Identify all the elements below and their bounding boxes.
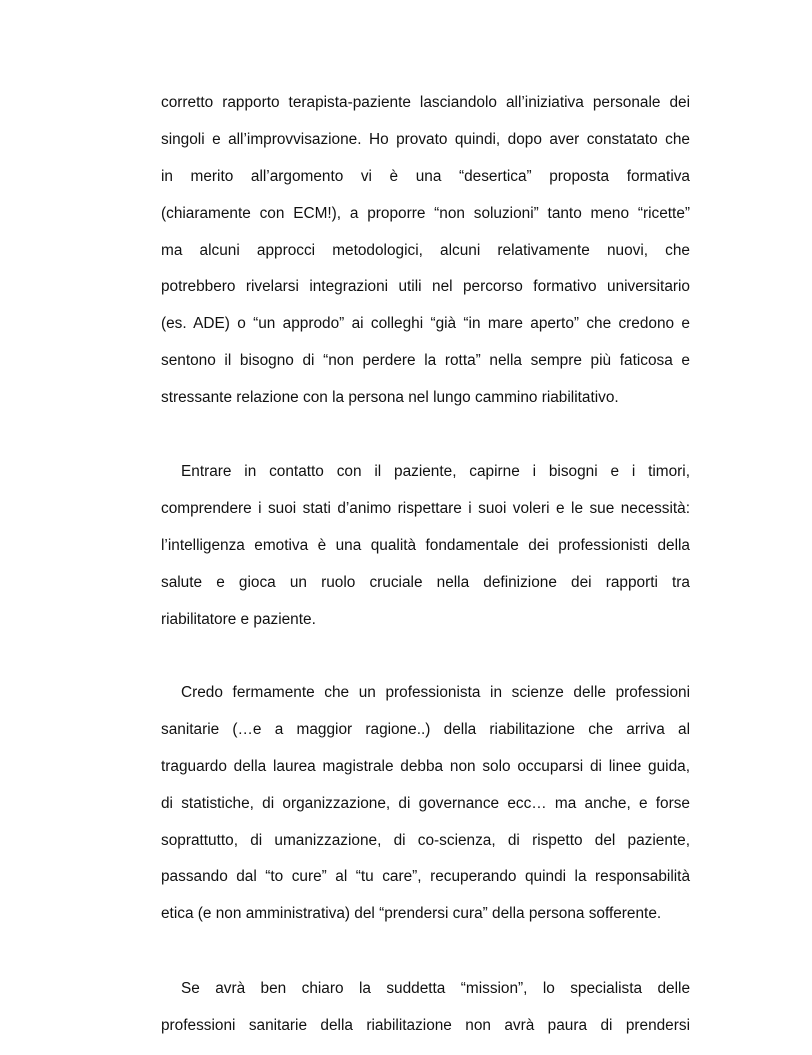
text-line: riabilitatore e paziente. — [161, 610, 316, 628]
text-line: (es. ADE) o “un approdo” ai colleghi “già “in mare aperto” che credono e — [161, 315, 690, 333]
text-line: sentono il bisogno di “non perdere la rotta” nella sempre più faticosa e — [161, 352, 690, 370]
text-line: soprattutto, di umanizzazione, di co-scienza, di rispetto del paziente, — [161, 831, 690, 849]
text-line: Se avrà ben chiaro la suddetta “mission”, lo specialista delle — [181, 980, 690, 997]
text-line: traguardo della laurea magistrale debba non solo occuparsi di linee guida, — [161, 757, 690, 775]
paragraph-3 — [161, 675, 690, 933]
paragraph-2 — [161, 454, 690, 638]
text-line: Credo fermamente che un professionista in scienze delle professioni — [181, 684, 690, 701]
text-line: ma alcuni approcci metodologici, alcuni relativamente nuovi, che — [161, 241, 690, 259]
text-line: professioni sanitarie della riabilitazione non avrà paura di prendersi — [161, 1016, 690, 1034]
text-line: passando dal “to cure” al “tu care”, recuperando quindi la responsabilità — [161, 868, 690, 886]
paragraph-4 — [161, 971, 690, 1045]
text-line: stressante relazione con la persona nel lungo cammino riabilitativo. — [161, 389, 619, 407]
text-line: sanitarie (…e a maggior ragione..) della riabilitazione che arriva al — [161, 720, 690, 738]
text-line: salute e gioca un ruolo cruciale nella definizione dei rapporti tra — [161, 573, 690, 591]
text-line: in merito all’argomento vi è una “desertica” proposta formativa — [161, 167, 690, 185]
text-line: potrebbero rivelarsi integrazioni utili nel percorso formativo universitario — [161, 278, 690, 296]
text-line: (chiaramente con ECM!), a proporre “non soluzioni” tanto meno “ricette” — [161, 204, 690, 222]
text-line: di statistiche, di organizzazione, di governance ecc… ma anche, e forse — [161, 794, 690, 812]
text-line: Entrare in contatto con il paziente, capirne i bisogni e i timori, — [181, 463, 690, 480]
paragraph-1 — [161, 85, 690, 417]
text-line: singoli e all’improvvisazione. Ho provato quindi, dopo aver constatato che — [161, 130, 690, 148]
text-line: comprendere i suoi stati d’animo rispettare i suoi voleri e le sue necessità: — [161, 499, 690, 517]
text-line: etica (e non amministrativa) del “prendersi cura” della persona sofferente. — [161, 905, 662, 923]
text-line: corretto rapporto terapista-paziente lasciandolo all’iniziativa personale dei — [161, 94, 690, 111]
text-line: l’intelligenza emotiva è una qualità fondamentale dei professionisti della — [161, 536, 690, 554]
